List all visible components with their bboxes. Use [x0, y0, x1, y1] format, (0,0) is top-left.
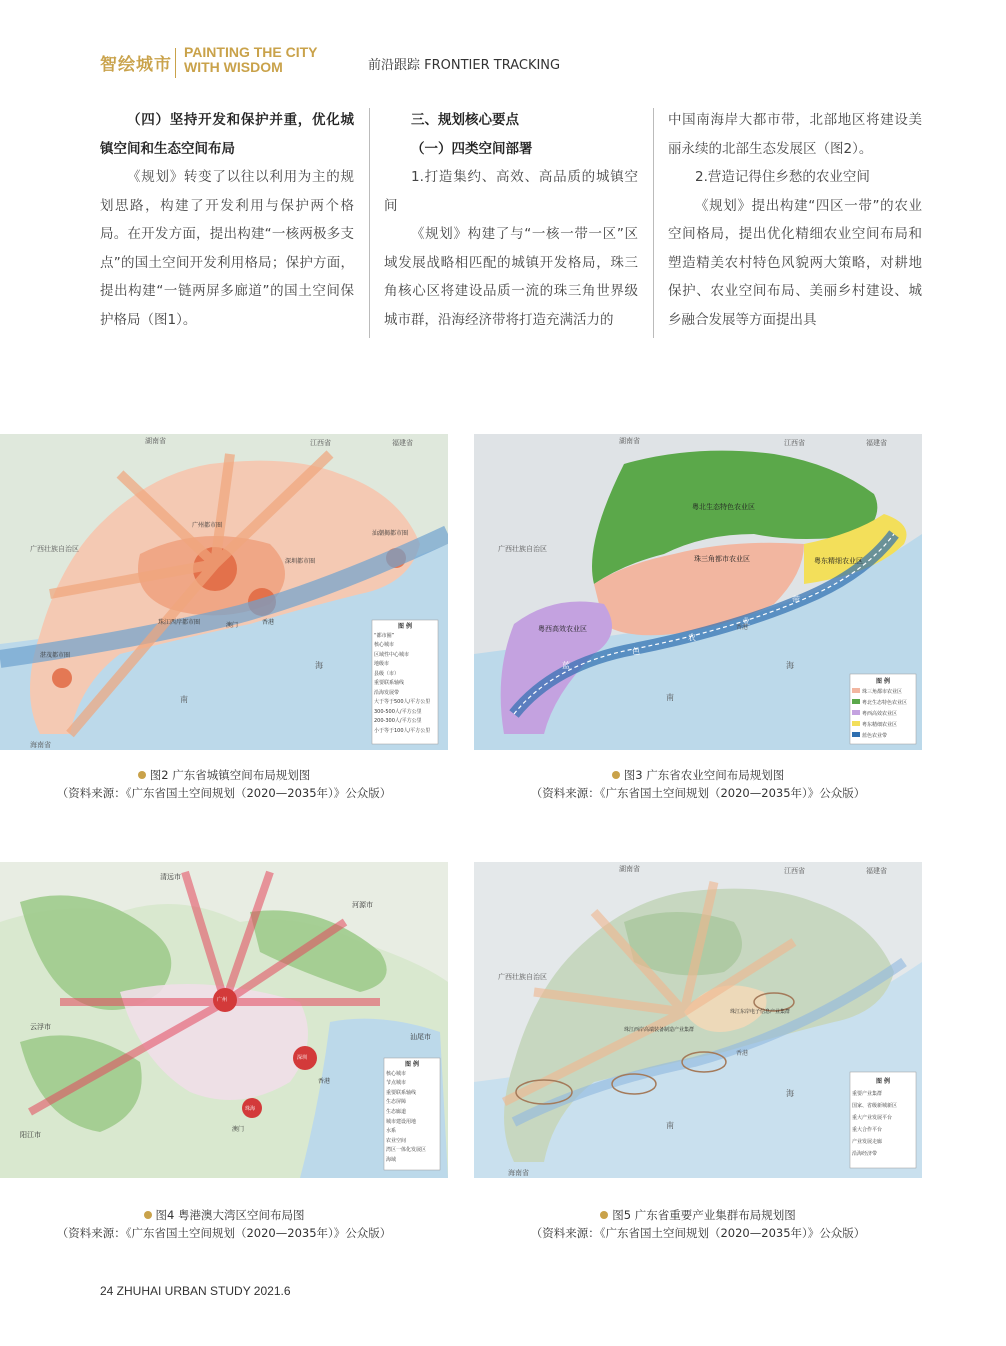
caption-source: （资料来源：《广东省国土空间规划（2020—2035年）》公众版）	[56, 1226, 392, 1240]
map-legend	[386, 1060, 438, 1166]
map-label: 珠三角都市农业区	[694, 555, 750, 563]
map-label: 农	[688, 633, 696, 642]
column2-item: 1.打造集约、高效、高品质的城镇空间	[384, 169, 638, 214]
map-label: 阳江市	[20, 1131, 41, 1139]
map-label: 澳门	[226, 622, 239, 629]
map-label: 蓝	[562, 661, 570, 670]
legend-item	[852, 720, 914, 731]
map-label: 南	[666, 693, 674, 702]
legend-item: 小于等于100人/平方公里	[374, 727, 431, 734]
map-label: 业	[742, 617, 750, 626]
legend-item: 地级市	[374, 661, 390, 667]
caption-source: （资料来源：《广东省国土空间规划（2020—2035年）》公众版）	[56, 786, 392, 800]
map-label: 澳门	[232, 1126, 245, 1133]
legend-item-label: 粤西高效农业区	[862, 711, 898, 717]
section-tag: 前沿跟踪 FRONTIER TRACKING	[368, 58, 561, 73]
column-divider	[653, 108, 654, 338]
legend-item: 生态廊道	[386, 1108, 407, 1115]
caption-bullet	[600, 1211, 608, 1219]
legend-item: 沿海发展带	[374, 689, 400, 696]
map-label: 珠江西岸高端装备制造产业集群	[624, 1027, 695, 1033]
map-label: 海	[786, 661, 794, 670]
map-label: 湖南省	[619, 437, 640, 445]
legend-item: 大于等于500人/平方公里	[374, 699, 431, 705]
legend-item: 县级（市）	[374, 670, 400, 677]
legend-item	[852, 687, 914, 698]
map-label: 福建省	[866, 439, 887, 447]
brand-english	[184, 45, 318, 75]
map-label: 海	[315, 661, 323, 670]
brand-english-line2: WITH WISDOM	[184, 59, 283, 75]
map-label: 福建省	[866, 867, 887, 875]
legend-title: 图 例	[875, 678, 891, 685]
legend-item: 重要联系轴线	[374, 680, 405, 686]
legend-title: 图 例	[404, 1061, 420, 1068]
legend-item: 300-500人/平方公里	[374, 708, 422, 715]
legend-title: 图 例	[397, 623, 413, 630]
legend-item	[852, 731, 914, 742]
figure-agriculture-map	[474, 434, 922, 750]
legend-item: 湾区一体化发展区	[386, 1147, 427, 1154]
column2-heading: 三、规划核心要点	[411, 112, 519, 128]
legend-item: 区域性中心城市	[374, 651, 410, 658]
column1-heading: （四）坚持开发和保护并重，优化城镇空间和生态空间布局	[100, 112, 354, 157]
page-footer: 24 ZHUHAI URBAN STUDY 2021.6	[100, 1284, 291, 1298]
legend-item: 核心城市	[374, 642, 395, 648]
legend-swatch	[852, 721, 860, 726]
legend-item: 城市建设用地	[386, 1118, 417, 1125]
brand-divider	[175, 48, 176, 78]
map-label: 清远市	[160, 873, 181, 881]
caption-source: （资料来源：《广东省国土空间规划（2020—2035年）》公众版）	[530, 1226, 866, 1240]
map-label: 粤西高效农业区	[538, 625, 587, 633]
legend-item-label: 蓝色农业带	[862, 733, 888, 739]
map-label: 广州	[217, 997, 228, 1003]
caption-source: （资料来源：《广东省国土空间规划（2020—2035年）》公众版）	[530, 786, 866, 800]
map-label: 江西省	[784, 867, 805, 875]
map-label: 广西壮族自治区	[498, 545, 547, 553]
map-label: 深圳都市圈	[285, 558, 316, 565]
map-label: 广州都市圈	[192, 522, 223, 529]
legend-item: 重要联系轴线	[386, 1089, 417, 1096]
map-label: 海南省	[30, 741, 51, 749]
text-column-1	[100, 106, 354, 334]
column2-paragraph: 《规划》构建了与“一核一带一区”区域发展战略相匹配的城镇开发格局，珠三角核心区将建设品质一流的珠三角世界级城市群，沿海经济带将打造充满活力的	[384, 226, 638, 328]
map-label: 香港	[736, 624, 749, 631]
figure-caption	[0, 766, 448, 802]
legend-title: 图 例	[875, 1078, 891, 1085]
legend-item: 节点城市	[386, 1080, 407, 1087]
column1-paragraph: 《规划》转变了以往以利用为主的规划思路，构建了开发利用与保护两个格局。在开发方面，提出构建“一核两极多支点”的国土空间开发利用格局；保护方面，提出构建“一链两屏多廊道”的国土空间保护格局（图1）。	[100, 169, 354, 328]
brand-english-line1: PAINTING THE CITY	[184, 44, 318, 60]
figure-bay-area-map	[0, 862, 448, 1178]
map-label: 海	[786, 1089, 794, 1098]
legend-swatch	[852, 710, 860, 715]
map-label: 广西壮族自治区	[30, 545, 79, 553]
map-label: 汕尾市	[410, 1033, 431, 1041]
legend-item: 200-300人/平方公里	[374, 718, 422, 724]
map-label: 海南省	[508, 1169, 529, 1177]
legend-item: 重大产业发展平台	[852, 1115, 893, 1121]
legend-item: 重大合作平台	[852, 1127, 883, 1133]
legend-item: 重要产业集群	[852, 1091, 883, 1097]
legend-item-label: 粤北生态特色农业区	[862, 700, 908, 706]
legend-swatch	[852, 699, 860, 704]
legend-item: 海域	[386, 1156, 397, 1163]
figure-caption	[0, 1206, 448, 1242]
column3-item: 2.营造记得住乡愁的农业空间	[695, 169, 870, 185]
map-label: 湖南省	[145, 437, 166, 445]
legend-item: 沿海经济带	[852, 1151, 878, 1157]
legend-item: 农业空间	[386, 1137, 407, 1144]
map-label: 色	[632, 647, 640, 656]
caption-bullet	[612, 771, 620, 779]
legend-item: “都市圈”	[374, 632, 395, 639]
column3-paragraph-1: 中国南海岸大都市带，北部地区将建设美丽永续的北部生态发展区（图2）。	[668, 112, 922, 157]
map-legend	[852, 1076, 914, 1160]
legend-item: 水系	[386, 1128, 397, 1135]
caption-bullet	[144, 1211, 152, 1219]
map-label: 河源市	[352, 901, 373, 909]
caption-title: 图4 粤港澳大湾区空间布局图	[155, 1208, 305, 1222]
legend-item: 产业发展走廊	[852, 1139, 883, 1145]
legend-item	[852, 709, 914, 720]
brand-chinese: 智绘城市	[100, 55, 172, 75]
map-label: 福建省	[392, 439, 413, 447]
legend-item-label: 珠三角都市农业区	[862, 689, 903, 695]
figure-urban-layout-map	[0, 434, 448, 750]
legend-item: 核心城市	[386, 1070, 407, 1077]
map-label: 香港	[318, 1078, 331, 1085]
figure-caption	[474, 766, 922, 802]
map-label: 珠海	[245, 1106, 256, 1112]
text-column-3	[668, 106, 922, 334]
map-label: 粤北生态特色农业区	[692, 503, 755, 511]
caption-bullet	[138, 771, 146, 779]
map-legend	[852, 676, 914, 742]
legend-item	[852, 698, 914, 709]
caption-title: 图3 广东省农业空间布局规划图	[623, 768, 785, 782]
map-label: 香港	[262, 619, 275, 626]
map-label: 深圳	[297, 1055, 308, 1061]
column3-paragraph-2: 《规划》提出构建“四区一带”的农业空间格局，提出优化精细农业空间布局和塑造精美农村特色风貌两大策略，对耕地保护、农业空间布局、美丽乡村建设、城乡融合发展等方面提出具	[668, 197, 922, 328]
column2-subheading: （一）四类空间部署	[411, 140, 533, 157]
map-label: 云浮市	[30, 1023, 51, 1031]
legend-item: 生态屏障	[386, 1099, 407, 1106]
map-label: 广西壮族自治区	[498, 973, 547, 981]
map-label: 香港	[736, 1050, 749, 1057]
map-label: 汕潮揭都市圈	[372, 530, 409, 537]
map-label: 珠江东岸电子信息产业集群	[730, 1009, 791, 1015]
map-legend	[374, 622, 436, 736]
figure-caption	[474, 1206, 922, 1242]
legend-swatch	[852, 732, 860, 737]
map-label: 江西省	[784, 439, 805, 447]
map-label: 珠江西岸都市圈	[158, 619, 201, 626]
figure-industry-cluster-map	[474, 862, 922, 1178]
map-label: 带	[792, 595, 800, 604]
column-divider	[369, 108, 370, 338]
map-label: 湖南省	[619, 865, 640, 873]
map-label: 南	[666, 1121, 674, 1130]
map-label: 湛茂都市圈	[40, 652, 71, 659]
caption-title: 图5 广东省重要产业集群布局规划图	[612, 1208, 796, 1222]
legend-item: 国家、省级新城新区	[852, 1103, 898, 1109]
map-label: 南	[180, 695, 188, 704]
legend-item-label: 粤东精细农业区	[862, 722, 898, 728]
map-label: 江西省	[310, 439, 331, 447]
legend-swatch	[852, 688, 860, 693]
caption-title: 图2 广东省城镇空间布局规划图	[149, 768, 311, 782]
map-label: 粤东精细农业区	[814, 557, 863, 565]
text-column-2	[384, 106, 638, 334]
